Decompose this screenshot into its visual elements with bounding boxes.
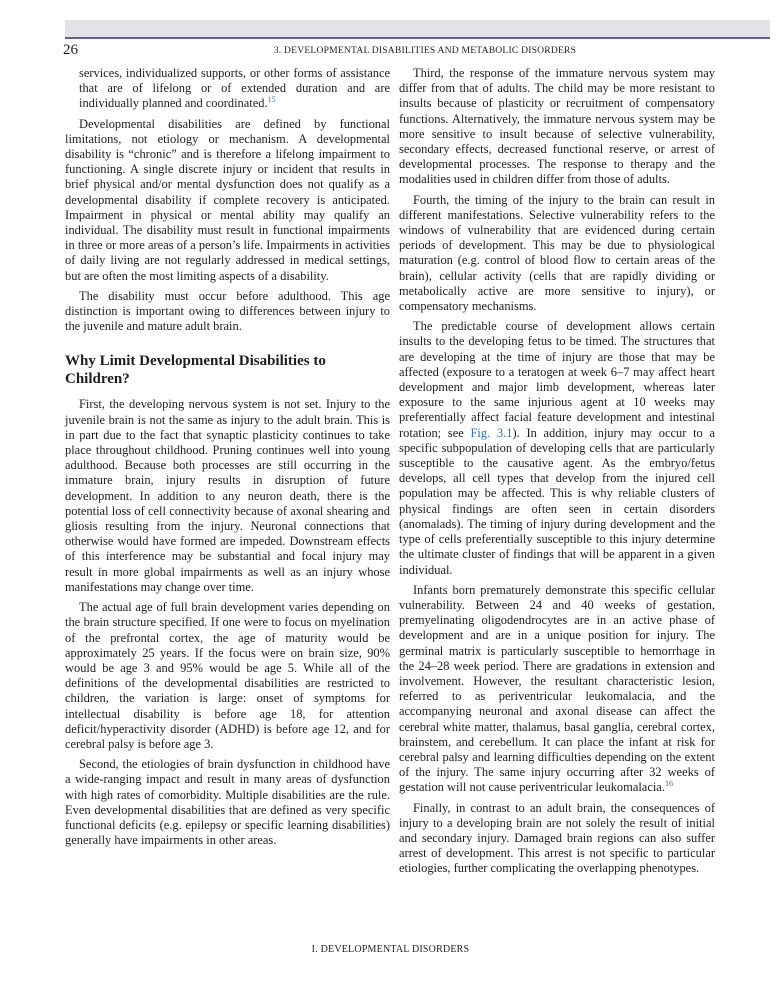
header-band [65,20,770,37]
paragraph [65,66,390,112]
header-rule [65,37,770,39]
paragraph: The actual age of full brain development varies depending on the brain structure specified. If one were to focus on myelination of the prefrontal cortex, the age of maturity would be approximately 25 years. If the focus were on brain size, 90% would be age 3 and 95% would be age 5. While all of the definitions of the developmental disabilities are restricted to children, the variation is large: onset of symptoms for intellectual disability is before age 18, for attention deficit/hyperactivity disorder (ADHD) is before age 12, and for cerebral palsy is before age 3. [65,600,390,751]
paragraph: Second, the etiologies of brain dysfunction in childhood have a wide-ranging impact and result in many areas of dysfunction with high rates of comorbidity. Multiple disabilities are the rule. Even developmental disabilities that are defined as very specific functional deficits (e.g. epilepsy or specific learning disabilities) generally have impairments in other areas. [65,757,390,848]
figure-link[interactable]: Fig. 3.1 [470,425,513,440]
reference-link[interactable]: 15 [267,95,276,105]
page-footer: I. DEVELOPMENTAL DISORDERS [311,944,470,955]
running-title: 3. DEVELOPMENTAL DISABILITIES AND METABOLIC DISORDERS [273,45,577,56]
paragraph: Developmental disabilities are defined by functional limitations, not etiology or mechanism. A developmental disability is “chronic” and is therefore a lifelong impairment to functioning. A single discrete injury or incident that results in brief physical and/or mental dysfunction does not qualify as a developmental disability if complete recovery is anticipated. Impairment in physical or mental ability may qualify an individual. The disability must result in functional impairments in three or more areas of a person’s life. Impairments in activities of daily living are not regularly addressed in medical settings, but are often the most limiting aspects of a disability. [65,116,390,283]
paragraph-text: ). In addition, injury may occur to a specific subpopulation of developing cells that are particularly susceptible to the causative agent. As the embryo/fetus develops, all cell types that develop from the injured cell population may be affected. This is why reliable clusters of physical findings are often seen in certain disorders (anomalads). The timing of injury during development and the type of cells preferentially susceptible to this injury determine the ultimate cluster of findings that will be apparent in a given individual. [399,425,715,577]
paragraph: Third, the response of the immature nervous system may differ from that of adults. The child may be more resistant to insults because of plasticity or recruitment of compensatory functions. Alternatively, the immature nervous system may be more sensitive to insult because of selective vulnerability, secondary effects, decreased functional reserve, or arrest of developmental processes. The response to therapy and the modalities used in children differ from those of adults. [399,66,715,187]
paragraph-text: Infants born prematurely demonstrate this specific cellular vulnerability. Between 24 and 40 weeks of gestation, premyelinating oligodendrocytes are in an active phase of development and are in a unique position for injury. The germinal matrix is particularly susceptible to hemorrhage in the 24–28 week period. There are gradations in extension and involvement. However, the resultant characteristic lesion, referred to as periventricular leukomalacia, and the accompanying neuronal and axonal disease can affect the cerebral white matter, thalamus, basal ganglia, cerebral cortex, brainstem, and cerebellum. It can place the infant at risk for cerebral palsy and learning difficulties depending on the extent of the injury. The same injury occurring after 32 weeks of gestation will not cause periventricular leukomalacia. [399,582,715,795]
paragraph-text: services, individualized supports, or other forms of assistance that are of lifelong or of extended duration and are individually planned and coordinated. [79,66,390,111]
right-column [399,66,715,882]
section-heading: Why Limit Developmental Disabilities to Children? [65,353,326,388]
paragraph: Finally, in contrast to an adult brain, the consequences of injury to a developing brain are not solely the result of initial and secondary injury. Damaged brain regions can also suffer arrest of development. This arrest is not specific to particular etiologies, further complicating the overlapping phenotypes. [399,800,715,876]
reference-link[interactable]: 16 [664,779,673,789]
paragraph: The disability must occur before adulthood. This age distinction is important owing to differences between injury to the juvenile and mature adult brain. [65,288,390,334]
page-number: 26 [63,42,78,58]
paragraph: First, the developing nervous system is not set. Injury to the juvenile brain is not the same as injury to the adult brain. This is in part due to the fact that synaptic plasticity continues to take place throughout childhood. Pruning continues well into young adulthood. Because both processes are still occurring in the immature brain, injury results in disruption of future development. In addition to any neuron death, there is the potential loss of cell connectivity because of axonal shearing and gliosis resulting from the injury. Neuronal connections that otherwise would have formed are impeded. Downstream effects of this interference may be substantial and focal injury may result in more global impairments as well as an injury whose manifestations may change over time. [65,397,390,594]
left-column [65,66,390,853]
paragraph-text: The predictable course of development allows certain insults to the developing fetus to be timed. The structures that are developing at the time of injury are those that may be affected (exposure to a teratogen at week 6–7 may affect heart development and major limb development, whereas later exposure to the same injurious agent at 10 weeks may preferentially affect facial feature development and intestinal rotation; see [399,319,715,440]
paragraph: Fourth, the timing of the injury to the brain can result in different manifestations. Selective vulnerability refers to the windows of vulnerability that are evidenced during certain periods of development. This may be due to physiological maturation (e.g. control of blood flow to certain areas of the brain), cellular activity (cells that are rapidly dividing or metabolically active are more sensitive to injury), or compensatory mechanisms. [399,192,715,314]
paragraph [399,319,715,577]
paragraph [399,583,715,796]
